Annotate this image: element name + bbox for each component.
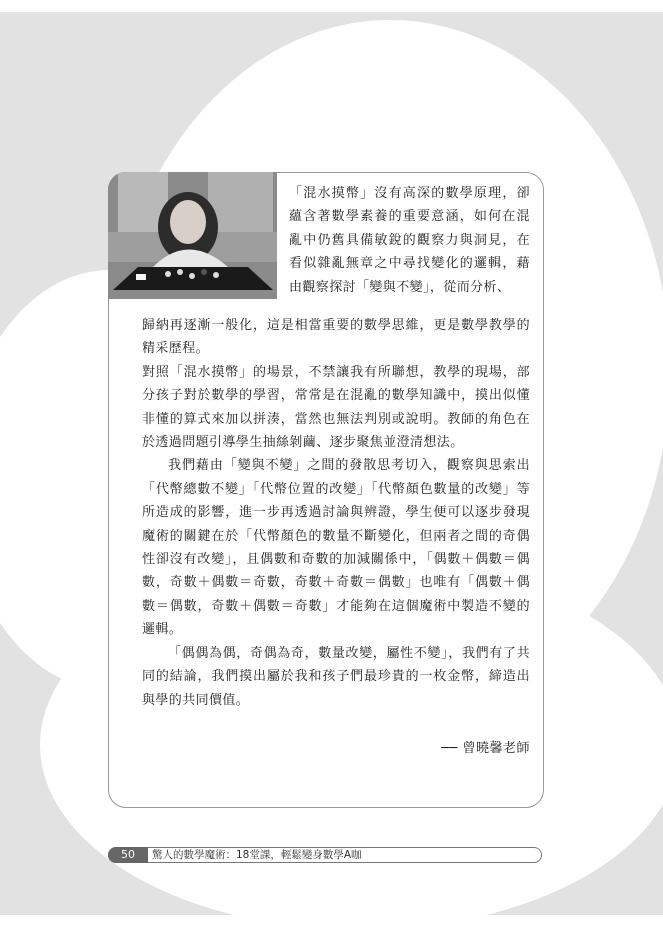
intro-paragraph: [289, 182, 530, 299]
page-number: 50: [108, 847, 148, 863]
paragraph: 我們藉由「變與不變」之間的發散思考切入，觀察與思索出「代幣總數不變」「代幣位置的改變」「代幣顏色數量的改變」等所造成的影響，進一步再透過討論與辨證，學生便可以逐步發現魔術的關鍵在於「代幣顏色的數量不斷變化，但兩者之間的奇偶性卻沒有改變」，且偶數和奇數的加減關係中，「偶數＋偶數＝偶數，奇數＋偶數＝奇數，奇數＋奇數＝偶數」也唯有「偶數＋偶數＝偶數，奇數＋偶數＝奇數」才能夠在這個魔術中製造不變的邏輯。: [142, 458, 530, 638]
paragraph: 對照「混水摸幣」的場景，不禁讓我有所聯想，教學的現場，部分孩子對於數學的學習，常常是在混亂的數學知識中，摸出似懂非懂的算式來加以拼湊，當然也無法判別或說明。教師的角色在於透過問題引導學生抽絲剝繭、逐步聚焦並澄清想法。: [142, 364, 530, 451]
teacher-photo: [108, 172, 277, 299]
book-title: 驚人的數學魔術：18堂課，輕鬆變身數學A咖: [152, 849, 362, 861]
body-text: [142, 314, 530, 712]
photo-teacher-icon: [108, 172, 277, 299]
paragraph-continuation: 歸納再逐漸一般化，這是相當重要的數學思維，更是數學教學的精采歷程。: [142, 318, 530, 357]
signature: ── 曾曉馨老師: [441, 741, 530, 756]
paragraph: 「偶偶為偶，奇偶為奇，數量改變，屬性不變」，我們有了共同的結論，我們摸出屬於我和孩子們最珍貴的一枚金幣，締造出與學的共同價值。: [142, 645, 530, 708]
intro-text: 「混水摸幣」沒有高深的數學原理，卻蘊含著數學素養的重要意涵，如何在混亂中仍舊具備敏銳的觀察力與洞見，在看似雜亂無章之中尋找變化的邏輯，藉由觀察探討「變與不變」，從而分析、: [289, 186, 530, 295]
